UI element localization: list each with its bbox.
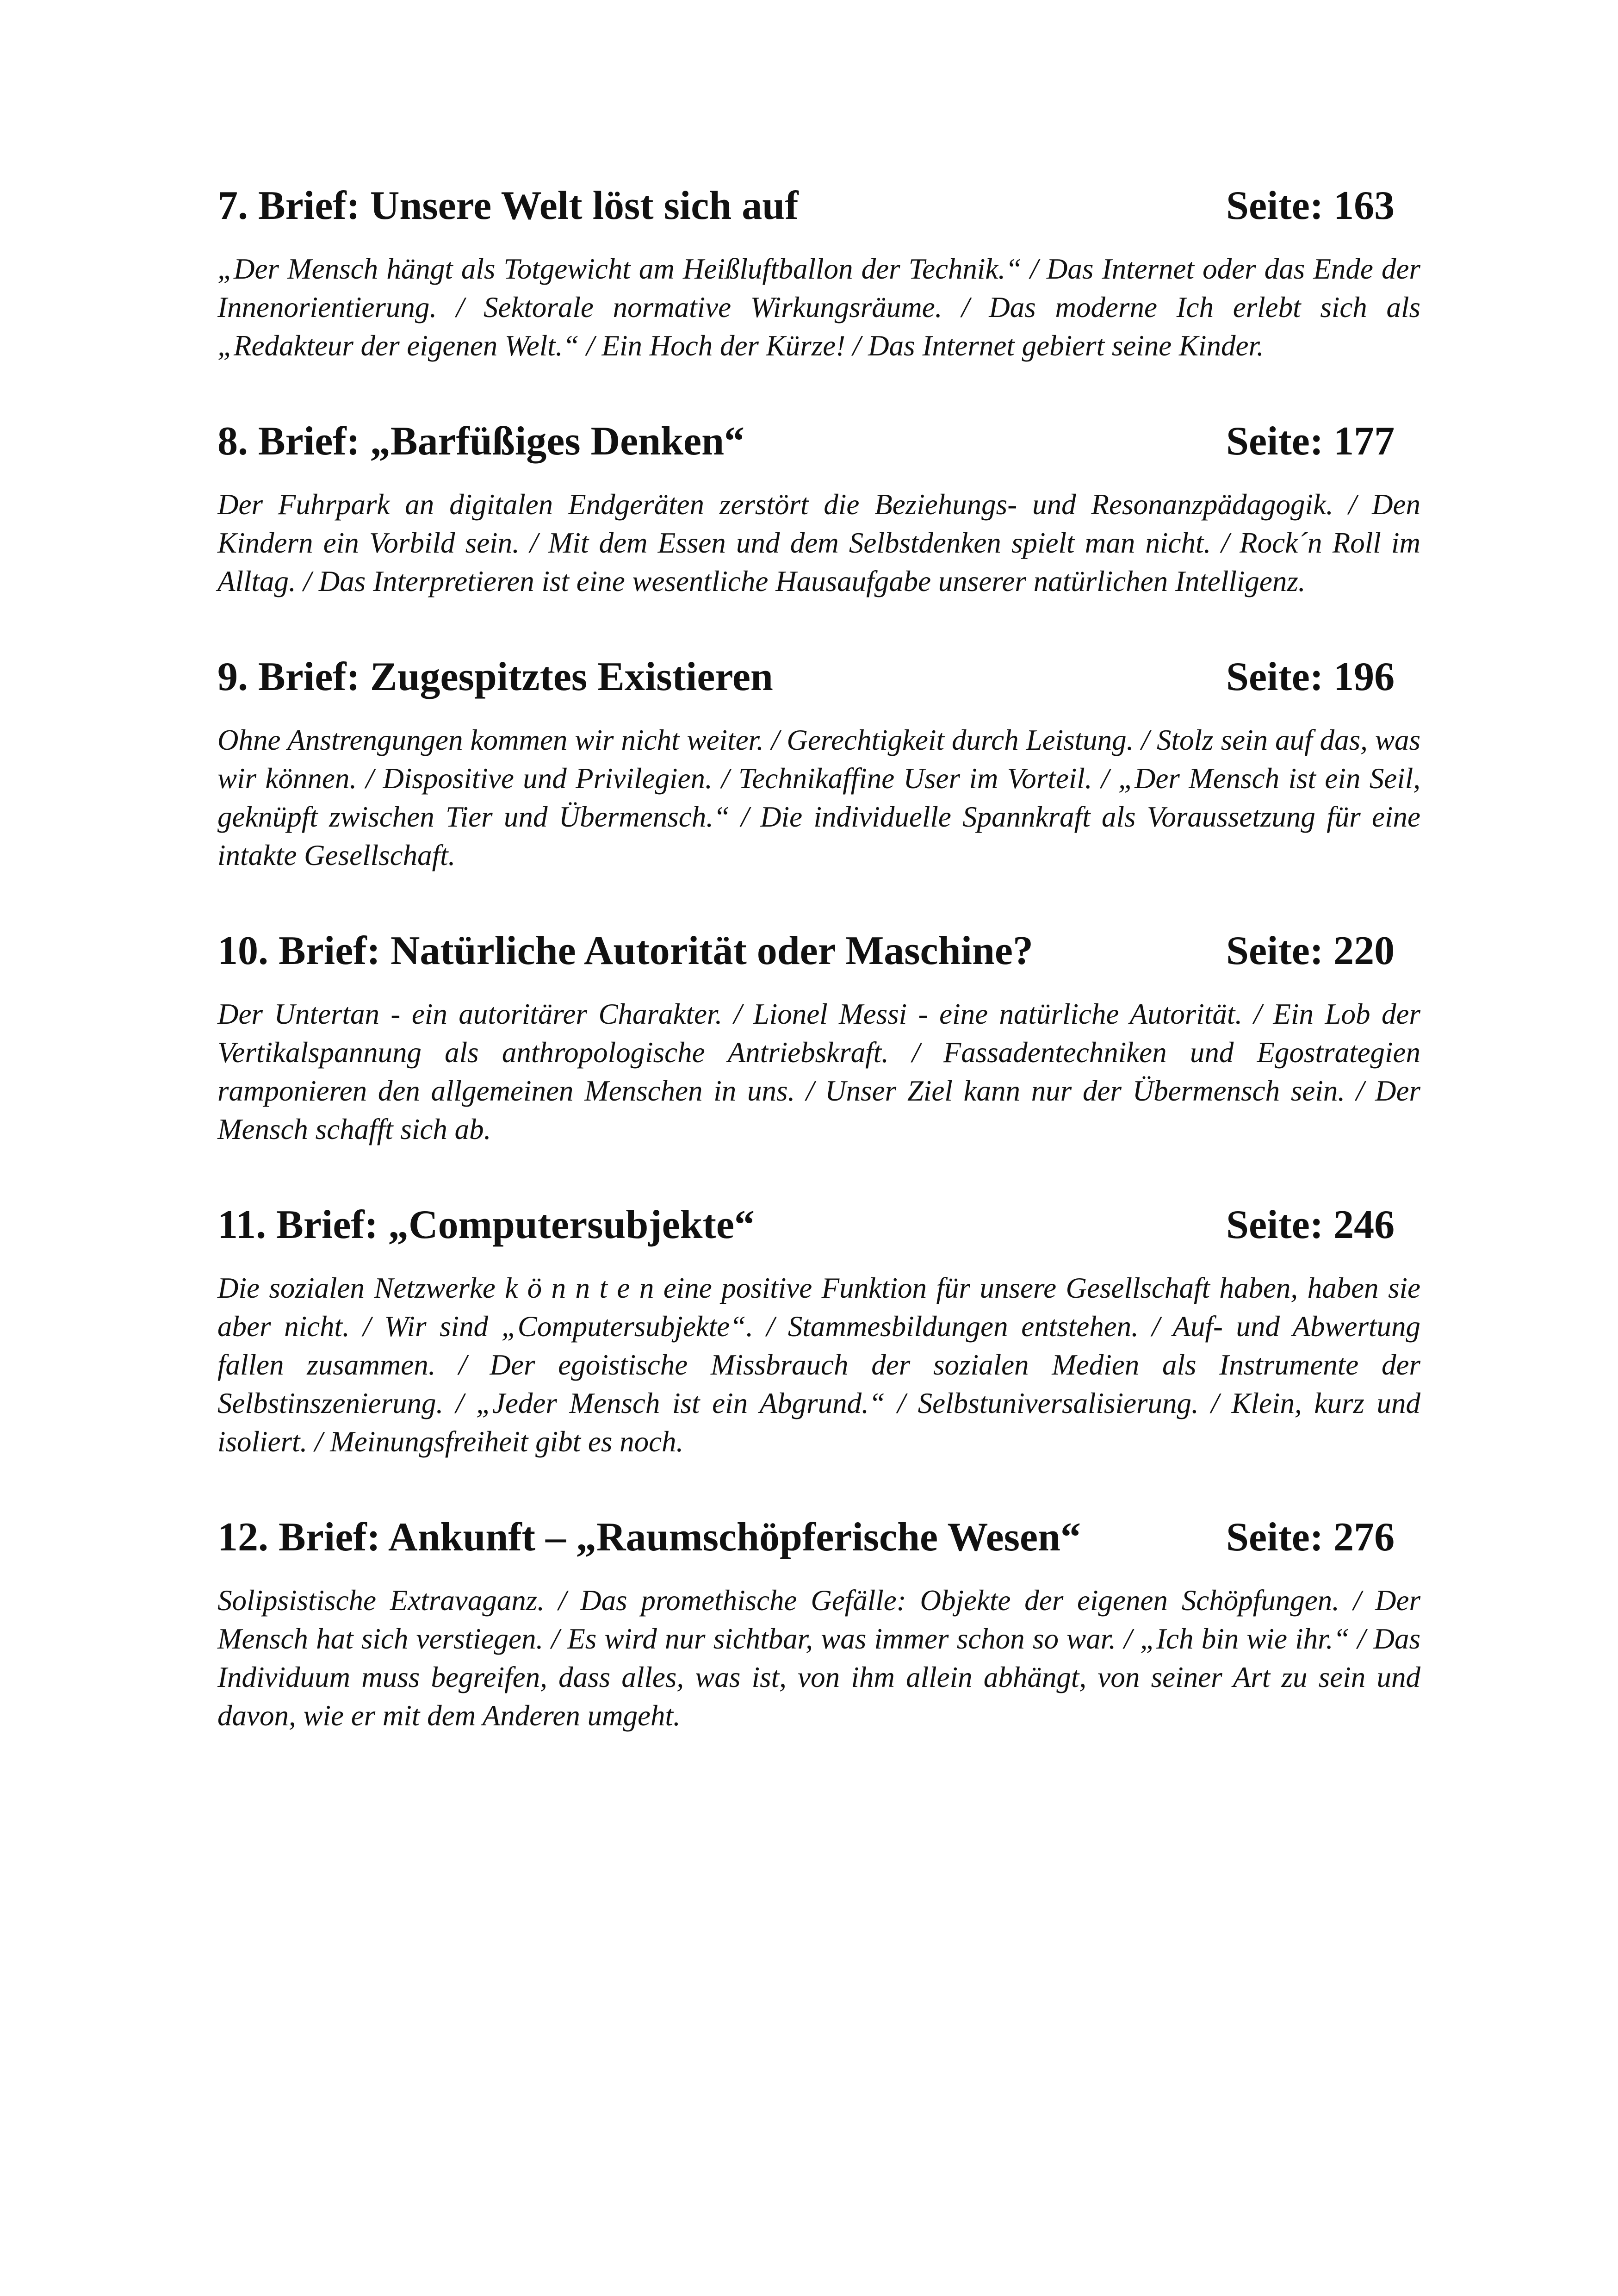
- entry-heading: [217, 180, 1420, 231]
- entry-title: 10. Brief: Natürliche Autorität oder Maschine?: [217, 928, 1033, 973]
- entry-page-number: Seite: 220: [1226, 928, 1395, 973]
- entry-page-number: Seite: 246: [1226, 1202, 1395, 1247]
- entry-page-number: Seite: 177: [1226, 419, 1395, 464]
- toc-entry-12: [217, 1512, 1420, 1735]
- entry-page-number: Seite: 276: [1226, 1515, 1395, 1560]
- entry-heading: [217, 1200, 1420, 1251]
- entry-heading: [217, 926, 1420, 977]
- table-of-contents: [217, 180, 1420, 1786]
- entry-summary: „Der Mensch hängt als Totgewicht am Heißluftballon der Technik.“ / Das Internet oder das Ende der Innenorientierung. / Sektorale normative Wirkungsräume. / Das moderne Ich erlebt sich als „Redakteur der eigenen Welt.“ / Ein Hoch der Kürze! / Das Internet gebiert seine Kinder.: [217, 253, 1420, 362]
- entry-heading: [217, 1512, 1420, 1563]
- toc-entry-8: [217, 416, 1420, 601]
- entry-page-number: Seite: 163: [1226, 183, 1395, 228]
- toc-entry-11: [217, 1200, 1420, 1461]
- entry-page-number: Seite: 196: [1226, 654, 1395, 699]
- entry-summary: Solipsistische Extravaganz. / Das promethische Gefälle: Objekte der eigenen Schöpfungen. / Der Mensch hat sich verstiegen. / Es wird nur sichtbar, was immer schon so war. / „Ich bin wie ihr.“ / Das Individuum muss begreifen, dass alles, was ist, von ihm allein abhängt, von seiner Art zu sein und davon, wie er mit dem Anderen umgeht.: [217, 1584, 1420, 1732]
- entry-summary: Ohne Anstrengungen kommen wir nicht weiter. / Gerechtigkeit durch Leistung. / Stolz sein auf das, was wir können. / Dispositive und Privilegien. / Technikaffine User im Vorteil. / „Der Mensch ist ein Seil, geknüpft zwischen Tier und Übermensch.“ / Die individuelle Spannkraft als Voraussetzung für eine intakte Gesellschaft.: [217, 724, 1420, 871]
- entry-title: 8. Brief: „Barfüßiges Denken“: [217, 419, 745, 464]
- entry-title: 12. Brief: Ankunft – „Raumschöpferische Wesen“: [217, 1515, 1081, 1560]
- entry-title: 7. Brief: Unsere Welt löst sich auf: [217, 183, 799, 228]
- entry-summary: Der Untertan - ein autoritärer Charakter. / Lionel Messi - eine natürliche Autorität. / Ein Lob der Vertikalspannung als anthropologische Antriebskraft. / Fassadentechniken und Egostrategien ramponieren den allgemeinen Menschen in uns. / Unser Ziel kann nur der Übermensch sein. / Der Mensch schafft sich ab.: [217, 998, 1420, 1145]
- toc-entry-10: [217, 926, 1420, 1149]
- entry-heading: [217, 416, 1420, 467]
- entry-title: 11. Brief: „Computersubjekte“: [217, 1202, 755, 1247]
- entry-title: 9. Brief: Zugespitztes Existieren: [217, 654, 773, 699]
- entry-heading: [217, 652, 1420, 703]
- toc-entry-7: [217, 180, 1420, 365]
- entry-summary: Der Fuhrpark an digitalen Endgeräten zerstört die Beziehungs- und Resonanzpädagogik. / Den Kindern ein Vorbild sein. / Mit dem Essen und dem Selbstdenken spielt man nicht. / Rock´n Roll im Alltag. / Das Interpretieren ist eine wesentliche Hausaufgabe unserer natürlichen Intelligenz.: [217, 488, 1420, 597]
- toc-entry-9: [217, 652, 1420, 875]
- entry-summary: Die sozialen Netzwerke k ö n n t e n eine positive Funktion für unsere Gesellschaft haben, haben sie aber nicht. / Wir sind „Computersubjekte“. / Stammesbildungen entstehen. / Auf- und Abwertung fallen zusammen. / Der egoistische Missbrauch der sozialen Medien als Instrumente der Selbstinszenierung. / „Jeder Mensch ist ein Abgrund.“ / Selbstuniversalisierung. / Klein, kurz und isoliert. / Meinungsfreiheit gibt es noch.: [217, 1272, 1420, 1458]
